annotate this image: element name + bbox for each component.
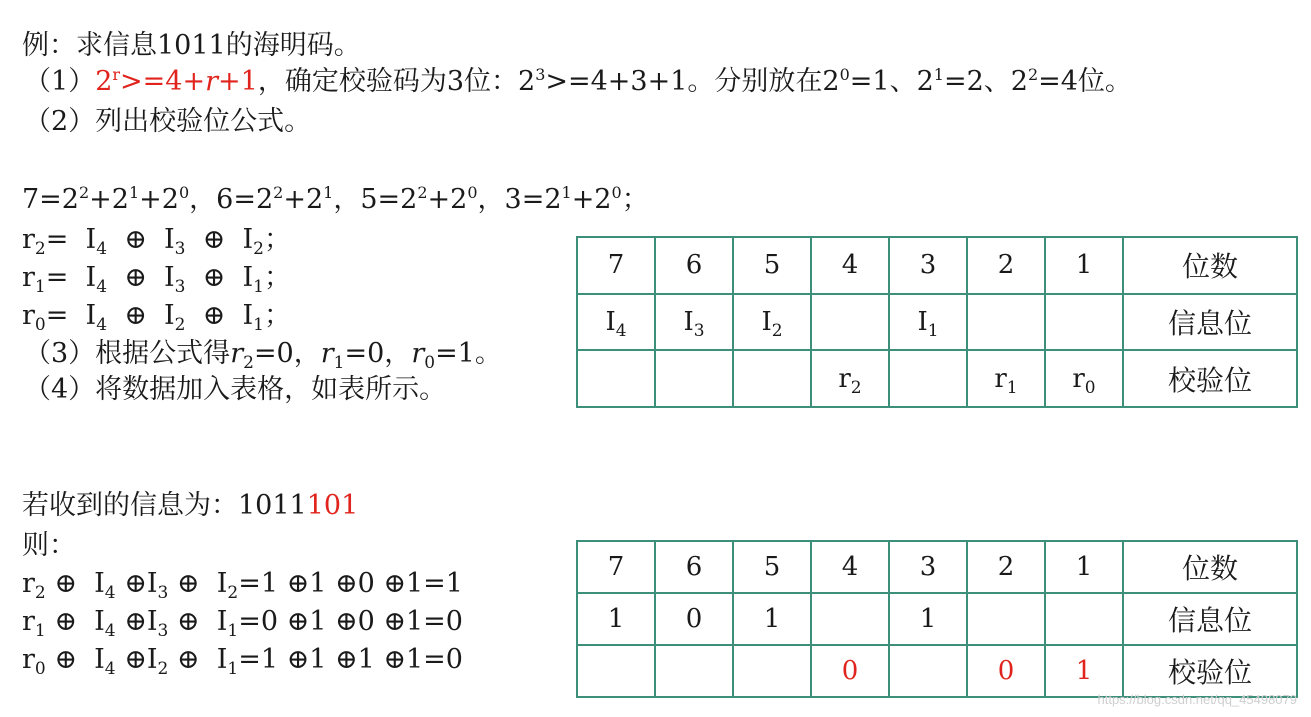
formula-r0: $r_0= I_4$ ⊕ $I_2$ ⊕ $I_1$；: [22, 300, 291, 335]
table-cell: 6: [655, 237, 733, 294]
table-cell: [1045, 593, 1123, 645]
table-cell: [811, 294, 889, 351]
table-cell: $r_0$: [1045, 350, 1123, 407]
table-cell: 5: [733, 237, 811, 294]
table-cell: [733, 645, 811, 697]
table-cell: [577, 350, 655, 407]
row-label-info-bits: 信息位: [1123, 593, 1297, 645]
table-cell: [577, 645, 655, 697]
table-cell: 7: [577, 541, 655, 593]
table-cell: [811, 593, 889, 645]
table-cell: 6: [655, 541, 733, 593]
hamming-table-1: [576, 236, 1298, 408]
table-cell: 3: [889, 541, 967, 593]
table-cell: 7: [577, 237, 655, 294]
table-cell: $I_1$: [889, 294, 967, 351]
table-cell: $I_3$: [655, 294, 733, 351]
inequality-highlight: $2^r>=4+r+1$: [95, 65, 258, 97]
table-cell: [889, 645, 967, 697]
table-cell: 1: [1045, 541, 1123, 593]
table-cell: $r_1$: [967, 350, 1045, 407]
table-cell: 1: [577, 593, 655, 645]
check-r0: $r_0$ ⊕ $I_4$ $\oplus I_2$ ⊕ $I_1=1$ ⊕1 ⊕1 ⊕1=0: [22, 644, 463, 679]
table-cell: [655, 645, 733, 697]
table-cell: 1: [733, 593, 811, 645]
example-title: 例：求信息1011的海明码。: [22, 30, 361, 61]
table-cell: 3: [889, 237, 967, 294]
table-cell: $I_2$: [733, 294, 811, 351]
hamming-table-2: [576, 540, 1298, 698]
row-label-bit-position: 位数: [1123, 237, 1297, 294]
table-cell: 1: [1045, 645, 1123, 697]
table-cell: [967, 593, 1045, 645]
table-cell: [655, 350, 733, 407]
then-label: 则：: [22, 530, 76, 561]
table-cell: 4: [811, 541, 889, 593]
table-cell: [1045, 294, 1123, 351]
row-label-check-bits: 校验位: [1123, 645, 1297, 697]
table-cell: 5: [733, 541, 811, 593]
decomposition-line: $7=2^2+2^1+2^0$，$6=2^2+2^1$，$5=2^2+2^0$，$3=2^1+2^0$；: [22, 183, 649, 215]
table-cell: 2: [967, 237, 1045, 294]
table-cell: 4: [811, 237, 889, 294]
check-r1: $r_1$ ⊕ $I_4$ $\oplus I_3$ ⊕ $I_1=0$ ⊕1 ⊕0 ⊕1=0: [22, 606, 463, 641]
received-line: 若收到的信息为：1011101: [22, 490, 359, 521]
table-cell: $I_4$: [577, 294, 655, 351]
step-2: （2）列出校验位公式。: [24, 106, 312, 137]
table-cell: 0: [811, 645, 889, 697]
step-3: （3）根据公式得$r_2=0$，$r_1=0$，$r_0=1$。: [24, 338, 502, 373]
table-cell: 0: [655, 593, 733, 645]
step-4: （4）将数据加入表格，如表所示。: [24, 374, 447, 405]
formula-r2: $r_2= I_4$ ⊕ $I_3$ ⊕ $I_2$；: [22, 224, 291, 259]
check-r2: $r_2$ ⊕ $I_4$ $\oplus I_3$ ⊕ $I_2=1$ ⊕1 ⊕0 ⊕1=1: [22, 568, 463, 603]
table-row: [577, 593, 1297, 645]
table-cell: [733, 350, 811, 407]
table-cell: [967, 294, 1045, 351]
step-1-rest: ，确定校验码为3位：$2^3>=4+3+1$。分别放在$2^0=1$、$2^1=2$、$2^2=4$位。: [257, 65, 1132, 97]
table-row: [577, 237, 1297, 294]
row-label-bit-position: 位数: [1123, 541, 1297, 593]
table-row: [577, 645, 1297, 697]
table-cell: 1: [1045, 237, 1123, 294]
table-cell: $r_2$: [811, 350, 889, 407]
row-label-check-bits: 校验位: [1123, 350, 1297, 407]
formula-r1: $r_1= I_4$ ⊕ $I_3$ ⊕ $I_1$；: [22, 262, 291, 297]
table-cell: 0: [967, 645, 1045, 697]
step-1: $(1)2^r>=4+r+1$，确定校验码为3位：$2^3>=4+3+1$。分别放在$2^0=1$、$2^1=2$、$2^2=4$位。: [24, 65, 1132, 97]
received-error-bits: 101: [306, 490, 359, 521]
table-cell: 1: [889, 593, 967, 645]
table-cell: [889, 350, 967, 407]
table-row: [577, 294, 1297, 351]
table-row: [577, 541, 1297, 593]
row-label-info-bits: 信息位: [1123, 294, 1297, 351]
table-cell: 2: [967, 541, 1045, 593]
table-row: [577, 350, 1297, 407]
watermark: https://blog.csdn.net/qq_45498079: [1097, 692, 1297, 707]
